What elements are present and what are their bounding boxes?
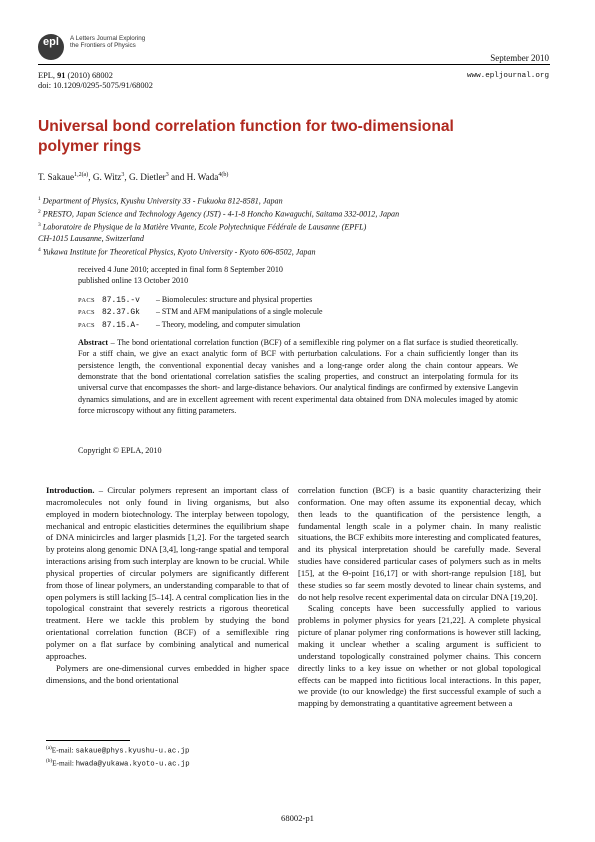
paragraph-text: – Circular polymers represent an important class of macromolecules not only found in living organisms, but also employed in modern biotechnology. The interplay between topology, mechanical and entropic elasticities determines the equilibrium shape of DNA minicircles and larger plasmids [1,2]. For the targeted search by proteins along genomic DNA [3,4], long-range spatial and temporal interactions arising from such interplay are known to be crucial. While physical properties of circular polymers are significantly different from those of linear polymers, an understanding comparable to that of open polymers is still lacking [5–14]. A central complication lies in the topological constraint that severely restricts a rigorous theoretical treatment. Here we tackle this problem by studying the bond orientational correlation function (BCF) of a semiflexible ring polymer on a flat surface by combining analytical and numerical approaches. — [46, 485, 289, 661]
affiliation-line — [38, 207, 558, 220]
citation-prefix: EPL, — [38, 71, 55, 80]
body-paragraph: Polymers are one-dimensional curves embedded in higher space dimensions, and the bond orientational — [46, 662, 289, 685]
doi[interactable]: doi: 10.1209/0295-5075/91/68002 — [38, 81, 153, 90]
author-sep: , — [88, 172, 93, 183]
pacs-code: 82.37.Gk — [102, 308, 140, 318]
abstract-text: – The bond orientational correlation function (BCF) of a semiflexible ring polymer on a flat surface is studied theoretically. For a stiff chain, we give an exact analytic form of BCF with perturbation calculations. For a chain sufficiently longer than its persistence length, the conventional exponential decay vanishes and a long-range order along the chain contour appears. We demonstrate that the bond orientational correlation satisfies the scaling properties, and construct an interpolating formula for its universal curve that encompasses the short- and large-distance behaviors. Our analytical findings are confirmed by extensive Langevin dynamics simulations, and are in excellent agreement with recent experimental data obtained from DNA molecules imaged by atomic force microscopy without any fitting parameters. — [78, 338, 519, 416]
page-number: 68002-p1 — [281, 813, 314, 823]
body-paragraph: correlation function (BCF) is a basic quantity characterizing their conformation. One may often assume its exponential decay, which then leads to the quantification of the persistence length, a fundamental length scale in a polymer chain. In many realistic situations, the BCF exhibits more interesting and complicated features, and its physical interpretation should be carefully made. Several studies have considered particular cases of polymers such as in melts [15], at the Θ-point [16,17] or with short-range repulsion [18], but these studies so far seem mostly devoted to linear chain systems, and do not help resolve recent experimental data on circular DNA [19,20]. — [298, 485, 541, 602]
issue-date: September 2010 — [490, 53, 549, 63]
pacs-desc: – Theory, modeling, and computer simulation — [156, 319, 301, 329]
pacs-desc: – STM and AFM manipulations of a single molecule — [156, 307, 323, 317]
footnote-mark: (a) — [46, 745, 52, 751]
journal-website-link[interactable]: www.epljournal.org — [466, 72, 549, 80]
affiliations — [38, 194, 558, 258]
affiliation-num: 2 — [38, 209, 41, 216]
author-name: T. Sakaue — [38, 172, 75, 183]
affiliation-line — [38, 220, 558, 233]
received-dates — [78, 264, 283, 287]
header-divider — [38, 64, 550, 65]
footnote-label: E-mail: — [52, 758, 76, 768]
pacs-row — [78, 306, 323, 318]
pacs-row — [78, 294, 323, 306]
footnote-divider — [46, 740, 130, 741]
footnote — [46, 757, 190, 770]
footnotes — [46, 744, 190, 770]
affiliation-text: CH-1015 Lausanne, Switzerland — [38, 234, 144, 244]
paper-title: Universal bond correlation function for two-dimensional polymer rings — [38, 118, 454, 155]
pacs-code: 87.15.-v — [102, 296, 140, 305]
intro-paragraph — [46, 485, 289, 663]
pacs-desc: – Biomolecules: structure and physical properties — [156, 295, 313, 304]
journal-line: A Letters Journal Exploring — [70, 35, 146, 42]
body-paragraph: Scaling concepts have been successfully applied to various problems in polymer physics for years [21,22]. A complete physical picture of planar polymer ring conformations is however still lacking, making it unclear whether a scaling argument is sufficient to understand topologically constrained polymer chains. This concern directly links to a key issue on whether or not global topological effects can be mapped into fictitious local interactions. In this paper, we provide (to our knowledge) the first successful example of such a mapping by demonstrating a quantitative agreement between a — [298, 603, 541, 709]
received-line: received 4 June 2010; accepted in final form 8 September 2010 — [78, 265, 283, 274]
email-link[interactable]: hwada@yukawa.kyoto-u.ac.jp — [75, 760, 190, 769]
affiliation-num: 3 — [38, 222, 41, 229]
pacs-row — [78, 319, 323, 331]
author-name: G. Dietler — [128, 172, 166, 183]
body-right-column — [298, 485, 541, 710]
logo-abbr: epl — [43, 36, 59, 48]
journal-tagline — [70, 35, 170, 49]
journal-line: the Frontiers of Physics — [70, 42, 136, 50]
affiliation-text: Department of Physics, Kyushu University 33 - Fukuoka 812-8581, Japan — [42, 196, 283, 206]
pacs-label: PACS — [78, 321, 95, 329]
author-list — [38, 172, 228, 182]
affiliation-text: Laboratoire de Physique de la Matière Vivante, Ecole Polytechnique Fédérale de Lausanne (EPFL) — [42, 222, 367, 232]
author-sup: 3 — [165, 172, 169, 178]
author-sup: 3 — [121, 172, 125, 178]
author-sep: , — [124, 172, 129, 183]
email-link[interactable]: sakaue@phys.kyushu-u.ac.jp — [75, 747, 190, 756]
abstract — [78, 337, 518, 416]
author-sup: 4(b) — [218, 172, 229, 178]
author-sup: 1,2(a) — [74, 172, 89, 178]
footnote-label: E-mail: — [51, 745, 76, 755]
footnote-mark: (b) — [46, 758, 53, 765]
abstract-heading: Abstract — [78, 338, 109, 347]
footnote — [46, 744, 190, 757]
citation-rest: (2010) 68002 — [67, 71, 113, 80]
author-name: H. Wada — [186, 172, 219, 183]
affiliation-line — [38, 194, 558, 207]
pacs-label: PACS — [78, 309, 95, 317]
published-line: published online 13 October 2010 — [78, 276, 189, 286]
pacs-code: 87.15.A- — [102, 320, 140, 330]
citation — [38, 70, 113, 81]
copyright: Copyright © EPLA, 2010 — [78, 446, 162, 455]
intro-heading: Introduction. — [46, 485, 95, 495]
affiliation-line — [38, 245, 558, 258]
affiliation-text: PRESTO, Japan Science and Technology Agency (JST) - 4-1-8 Honcho Kawaguchi, Saitama 332-0012, Japan — [42, 209, 400, 219]
affiliation-text: Yukawa Institute for Theoretical Physics, Kyoto University - Kyoto 606-8502, Japan — [42, 247, 316, 257]
affiliation-num: 1 — [38, 196, 41, 202]
body-left-column — [46, 485, 289, 686]
affiliation-line — [38, 233, 558, 244]
affiliation-num: 4 — [38, 246, 41, 253]
pacs-codes — [78, 294, 323, 331]
author-name: G. Witz — [92, 172, 122, 183]
pacs-label: PACS — [78, 297, 95, 304]
author-sep: and — [168, 172, 187, 183]
citation-volume: 91 — [57, 71, 66, 80]
